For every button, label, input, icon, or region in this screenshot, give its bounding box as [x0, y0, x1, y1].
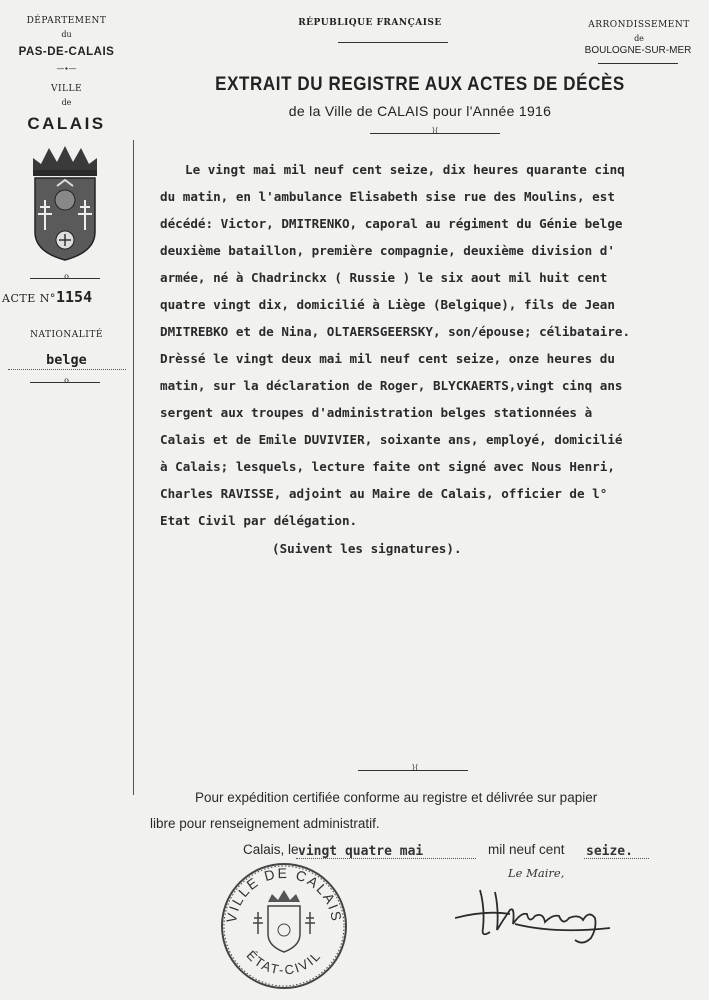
divider-arrondissement [598, 63, 678, 64]
arrondissement-de: de [634, 34, 644, 43]
body-line: du matin, en l'ambulance Elisabeth sise rue des Moulins, est [160, 189, 615, 204]
mil-neuf-cent-label: mil neuf cent [488, 842, 565, 857]
ville-name: CALAIS [27, 114, 106, 133]
body-line: Calais et de Emile DUVIVIER, soixante ans, employé, domicilié [160, 432, 623, 447]
acte-label: ACTE N° [2, 292, 56, 305]
body-line: sergent aux troupes d'administration belges stationnées à [160, 405, 593, 420]
acte-number: 1154 [56, 288, 93, 306]
ornament-3: o [64, 376, 69, 385]
body-line: matin, sur la déclaration de Roger, BLYCKAERTS,vingt cinq ans [160, 378, 623, 393]
stamp-top-text: VILLE DE CALAIS [222, 864, 346, 924]
svg-text:ÉTAT-CIVIL [244, 948, 325, 978]
departement-du: du [61, 30, 72, 39]
arrondissement-name: BOULOGNE-SUR-MER [584, 45, 692, 56]
body-line: armée, né à Chadrinckx ( Russie ) le six aout mil huit cent [160, 270, 608, 285]
calais-le-label: Calais, le [243, 842, 299, 857]
body-line: DMITREBKO et de Nina, OLTAERSGEERSKY, son/épouse; célibataire. [160, 324, 631, 339]
certification-line-1: Pour expédition certifiée conforme au registre et délivrée sur papier [195, 790, 598, 805]
body-line: Charles RAVISSE, adjoint au Maire de Calais, officier de l° [160, 486, 608, 501]
stamp-text [218, 860, 350, 992]
year-underline [584, 858, 649, 859]
date-day-value: vingt quatre mai [298, 844, 424, 859]
ornament-1: —∙— [56, 64, 77, 73]
body-line: quatre vingt dix, domicilié à Liège (Belgique), fils de Jean [160, 297, 615, 312]
stamp-bottom-text: ÉTAT-CIVIL [243, 947, 325, 978]
mayor-signature [455, 880, 625, 950]
certification-line-2: libre pour renseignement administratif. [150, 816, 380, 831]
ville-de: de [61, 98, 72, 107]
nationalite-label: NATIONALITÉ [30, 330, 103, 340]
vertical-margin-line [133, 140, 134, 795]
departement-label: DÉPARTEMENT [26, 16, 107, 26]
body-line: Etat Civil par délégation. [160, 513, 358, 528]
arrondissement-label: ARRONDISSEMENT [588, 20, 690, 30]
body-line: Drèssé le vingt deux mai mil neuf cent seize, onze heures du [160, 351, 615, 366]
ville-label: VILLE [50, 84, 83, 94]
ornament-title: ⟩⟨ [431, 126, 439, 135]
nationalite-value: belge [46, 352, 87, 368]
body-line: Le vingt mai mil neuf cent seize, dix heures quarante cinq [185, 162, 625, 177]
date-underline [296, 858, 476, 859]
body-line: (Suivent les signatures). [272, 541, 462, 556]
document-subtitle: de la Ville de CALAIS pour l'Année 1916 [288, 103, 552, 119]
year-value: seize. [586, 844, 633, 859]
body-line: deuxième bataillon, première compagnie, deuxième division d' [160, 243, 615, 258]
coat-of-arms-icon [27, 140, 103, 264]
svg-text:VILLE DE CALAIS [223, 865, 345, 924]
ornament-2: o [64, 272, 69, 281]
republique-francaise: RÉPUBLIQUE FRANÇAISE [298, 18, 442, 28]
le-maire-label: Le Maire, [508, 866, 565, 880]
nationalite-underline [8, 369, 126, 370]
divider-republique [338, 42, 448, 43]
departement-name: PAS-DE-CALAIS [18, 46, 115, 58]
document-title: EXTRAIT DU REGISTRE AUX ACTES DE DÉCÈS [215, 72, 625, 95]
body-line: à Calais; lesquels, lecture faite ont signé avec Nous Henri, [160, 459, 615, 474]
ornament-footer: ⟩⟨ [411, 763, 419, 772]
body-line: décédé: Victor, DMITRENKO, caporal au régiment du Génie belge [160, 216, 623, 231]
